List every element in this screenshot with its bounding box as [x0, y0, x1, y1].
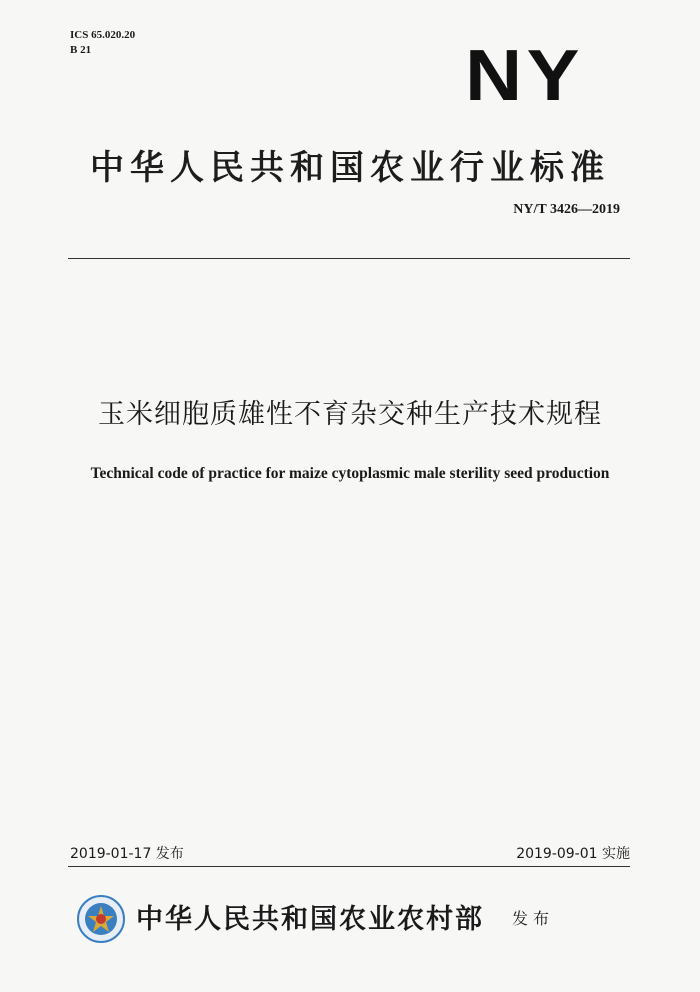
- ny-logo: NY: [465, 36, 584, 116]
- implementation-date: 2019-09-01 实施: [516, 846, 630, 862]
- publish-label: 发布: [512, 909, 555, 928]
- ccs-code: B 21: [70, 44, 92, 56]
- title-english: Technical code of practice for maize cytoplasmic male sterility seed production: [90, 465, 610, 482]
- standard-category: 中华人民共和国农业行业标准: [90, 148, 610, 188]
- issuing-authority: 中华人民共和国农业农村部: [136, 904, 484, 935]
- issue-date: 2019-01-17 发布: [70, 846, 184, 862]
- ministry-emblem-icon: [76, 894, 126, 944]
- standard-number: NY/T 3426—2019: [513, 202, 620, 217]
- title-chinese: 玉米细胞质雄性不育杂交种生产技术规程: [98, 399, 602, 430]
- bottom-divider: [68, 866, 630, 867]
- top-divider: [68, 258, 630, 259]
- ics-code: ICS 65.020.20: [70, 29, 136, 41]
- classification-codes: [70, 28, 135, 58]
